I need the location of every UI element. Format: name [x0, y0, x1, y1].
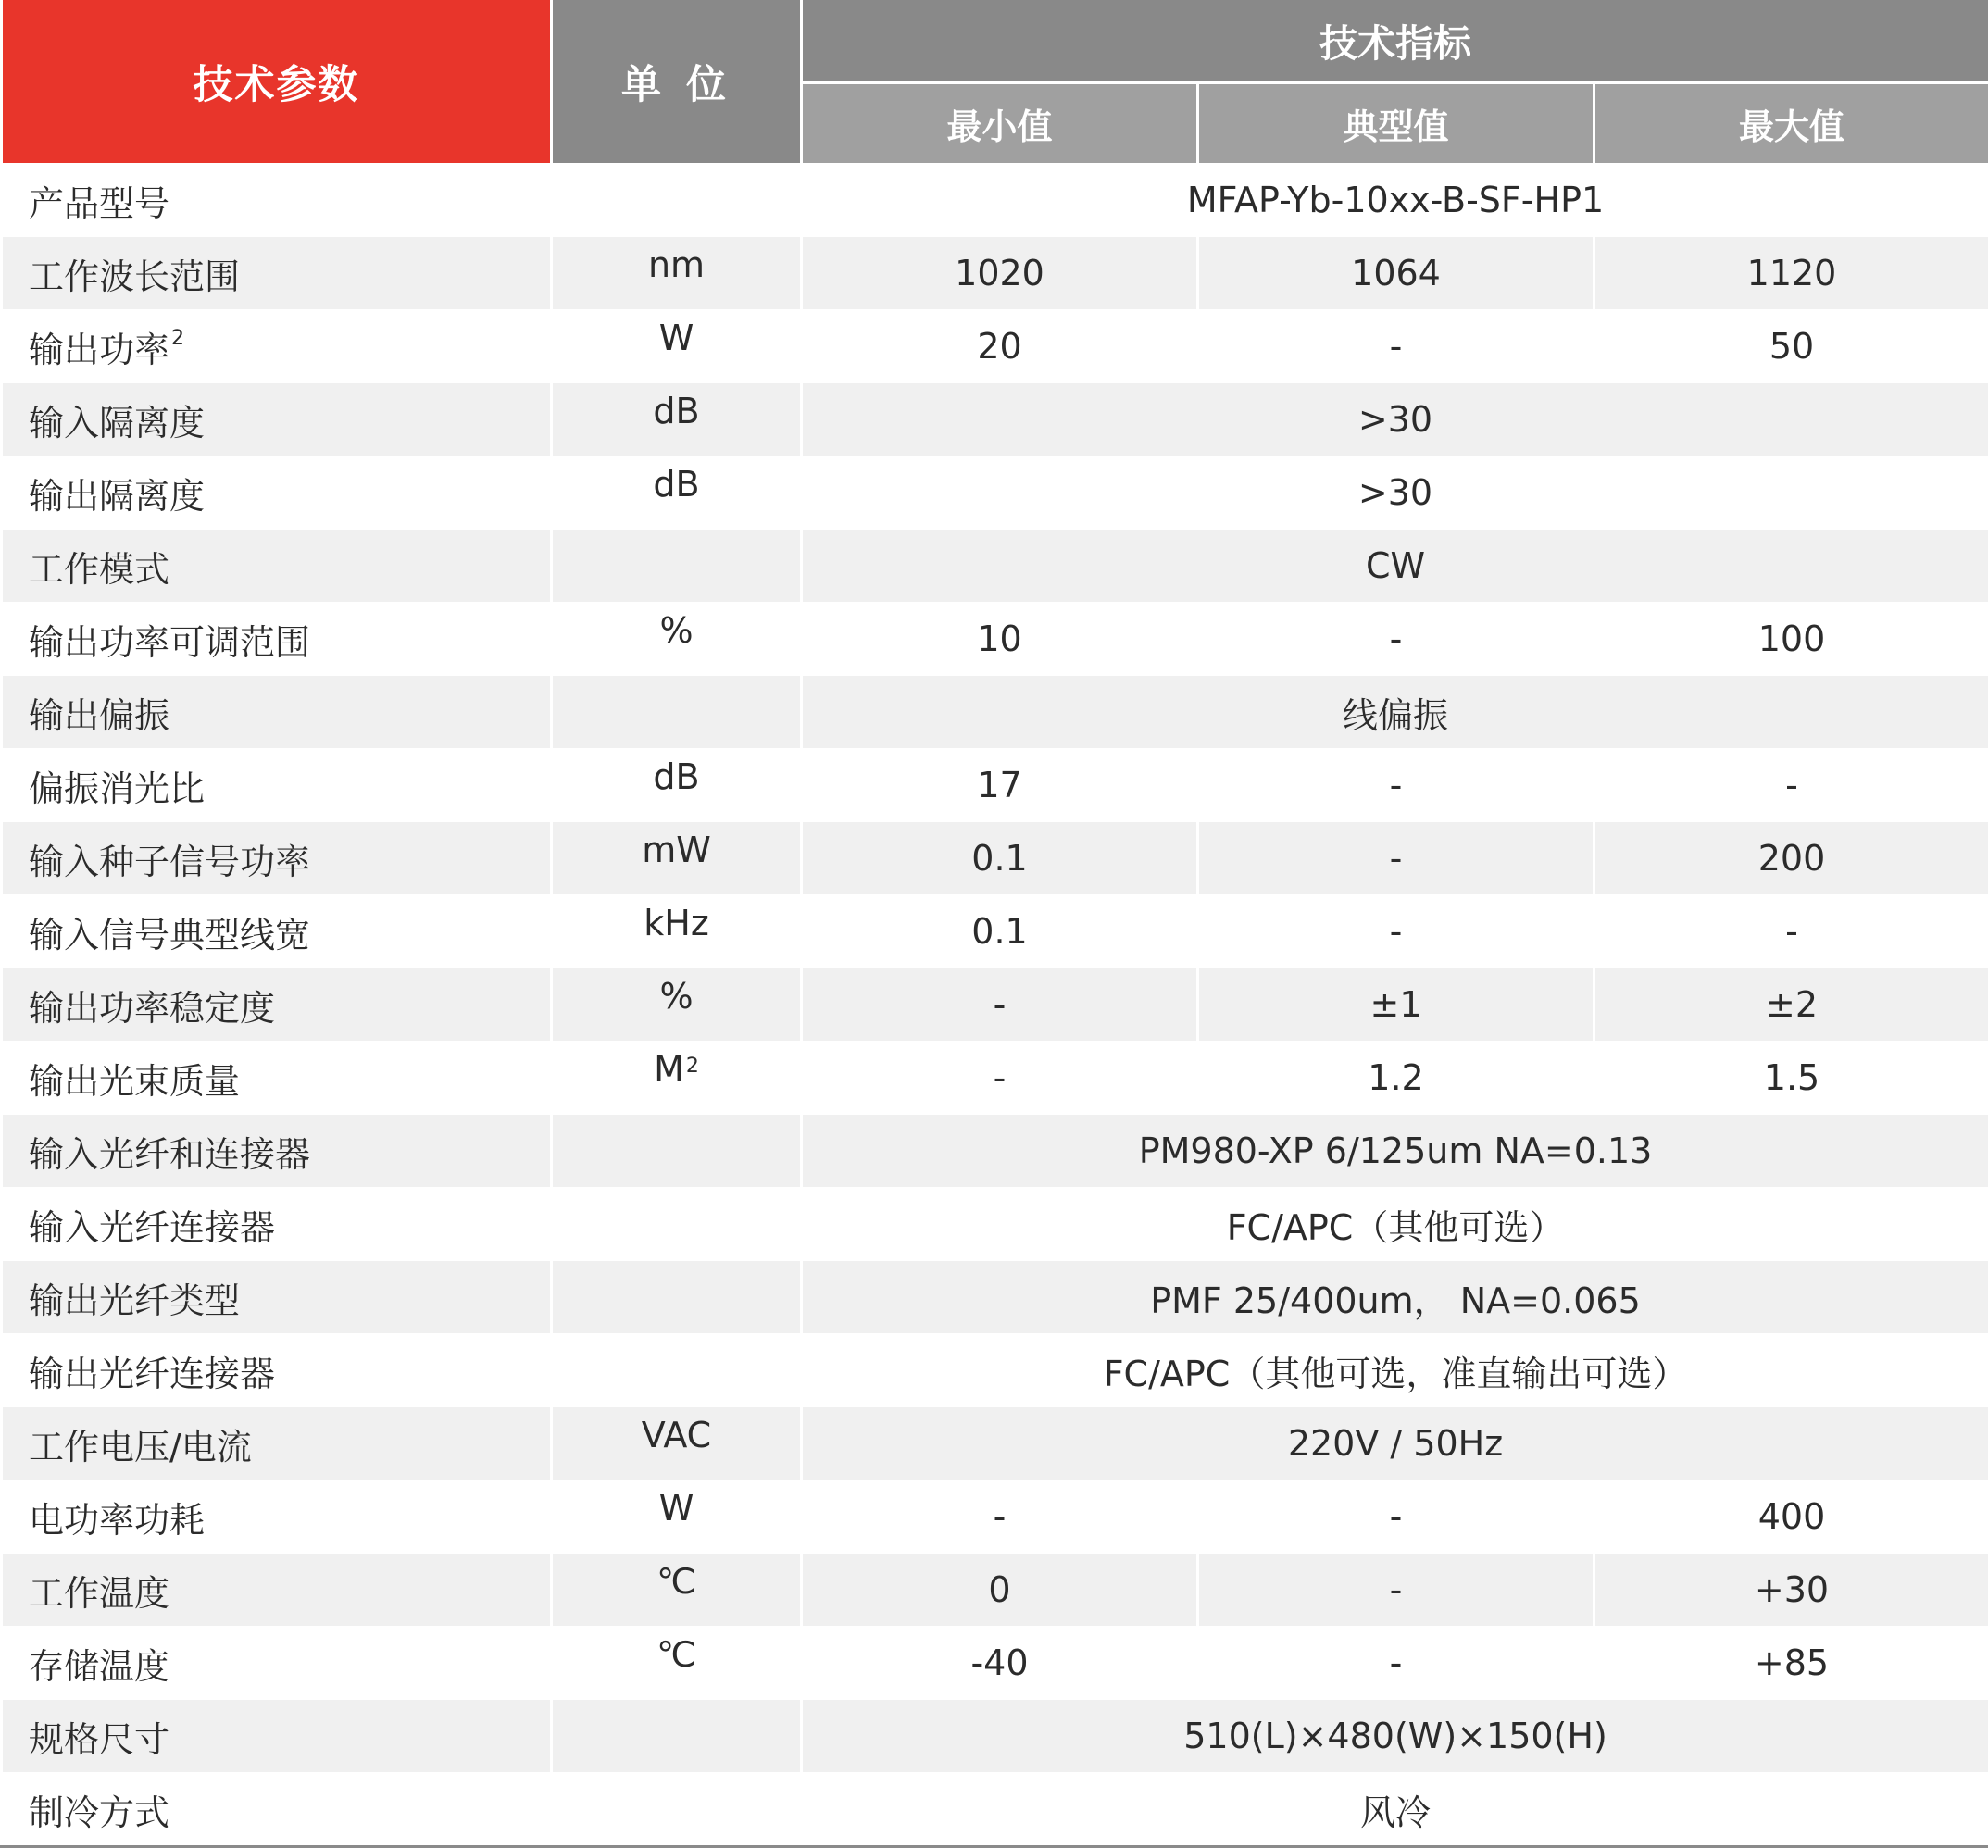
value-min-cell: 1020: [802, 237, 1198, 310]
value-typ-cell: -: [1198, 603, 1594, 676]
value-span-cell: MFAP-Yb-10xx-B-SF-HP1: [802, 164, 1988, 237]
unit-cell: [552, 237, 802, 310]
table-row: [2, 822, 1988, 895]
param-label: 输出功率可调范围: [29, 622, 310, 663]
table-row: [2, 1773, 1988, 1847]
table-row: [2, 1554, 1988, 1627]
unit-cell: [552, 1700, 802, 1773]
value-span-cell: 220V / 50Hz: [802, 1407, 1988, 1480]
unit-cell: [552, 1554, 802, 1627]
value-span-cell: FC/APC（其他可选，准直输出可选）: [802, 1334, 1988, 1407]
table-row: [2, 310, 1988, 383]
value-max-cell: ±2: [1594, 968, 1988, 1042]
param-label: 输入种子信号功率: [29, 842, 310, 882]
unit-cell: [552, 383, 802, 456]
unit-label: ℃: [656, 1634, 696, 1675]
unit-label: W: [659, 318, 694, 358]
unit-label: dB: [653, 391, 699, 431]
unit-label: M: [654, 1049, 684, 1090]
param-cell: [2, 530, 552, 603]
param-cell: [2, 1480, 552, 1554]
param-label: 输出隔离度: [29, 476, 205, 517]
value-typ-cell: 1.2: [1198, 1042, 1594, 1115]
param-label: 偏振消光比: [29, 768, 205, 809]
value-min-cell: 0: [802, 1554, 1198, 1627]
header-row-top: [2, 0, 1988, 82]
value-max-cell: -: [1594, 895, 1988, 968]
param-cell: [2, 383, 552, 456]
unit-label: %: [659, 610, 693, 651]
value-span-cell: PM980-XP 6/125um NA=0.13: [802, 1115, 1988, 1188]
value-min-cell: -40: [802, 1627, 1198, 1700]
value-span-cell: 线偏振: [802, 676, 1988, 749]
header-typ: 典型值: [1198, 82, 1594, 164]
value-min-cell: -: [802, 1042, 1198, 1115]
unit-cell: [552, 1042, 802, 1115]
param-label: 电功率功耗: [29, 1500, 205, 1541]
unit-label: %: [659, 976, 693, 1017]
unit-cell: [552, 895, 802, 968]
param-label: 输入隔离度: [29, 403, 205, 443]
value-min-cell: -: [802, 1480, 1198, 1554]
unit-cell: [552, 1480, 802, 1554]
param-label: 输入光纤和连接器: [29, 1134, 310, 1175]
unit-label: mW: [642, 830, 711, 870]
unit-label: VAC: [642, 1415, 711, 1455]
value-span-cell: 风冷: [802, 1773, 1988, 1847]
param-cell: [2, 1700, 552, 1773]
table-row: [2, 968, 1988, 1042]
value-typ-cell: -: [1198, 895, 1594, 968]
value-span-cell: >30: [802, 456, 1988, 530]
param-label: 工作温度: [29, 1573, 169, 1614]
param-superscript: 2: [171, 327, 184, 350]
unit-cell: [552, 1334, 802, 1407]
table-row: [2, 1188, 1988, 1261]
header-spec-group: 技术指标: [802, 0, 1988, 82]
value-max-cell: 50: [1594, 310, 1988, 383]
unit-cell: [552, 456, 802, 530]
param-cell: [2, 603, 552, 676]
param-cell: [2, 456, 552, 530]
param-label: 输入信号典型线宽: [29, 915, 310, 955]
table-row: [2, 1407, 1988, 1480]
param-cell: [2, 1261, 552, 1334]
value-max-cell: +85: [1594, 1627, 1988, 1700]
table-row: [2, 895, 1988, 968]
param-label: 工作模式: [29, 549, 169, 590]
param-cell: [2, 1554, 552, 1627]
param-label: 输出偏振: [29, 695, 169, 736]
param-cell: [2, 895, 552, 968]
header-max: 最大值: [1594, 82, 1988, 164]
value-span-cell: FC/APC（其他可选）: [802, 1188, 1988, 1261]
param-label: 产品型号: [29, 183, 169, 224]
unit-label: dB: [653, 756, 699, 797]
table-row: [2, 383, 1988, 456]
param-label: 输入光纤连接器: [29, 1207, 275, 1248]
unit-cell: [552, 310, 802, 383]
table-row: [2, 1115, 1988, 1188]
value-typ-cell: -: [1198, 1480, 1594, 1554]
param-cell: [2, 1042, 552, 1115]
value-min-cell: 0.1: [802, 895, 1198, 968]
unit-cell: [552, 822, 802, 895]
table-row: [2, 530, 1988, 603]
param-cell: [2, 1188, 552, 1261]
table-row: [2, 749, 1988, 822]
unit-cell: [552, 1261, 802, 1334]
param-cell: [2, 749, 552, 822]
value-span-cell: >30: [802, 383, 1988, 456]
param-cell: [2, 164, 552, 237]
table-body: [2, 164, 1988, 1847]
param-cell: [2, 1627, 552, 1700]
unit-label: nm: [648, 244, 705, 285]
param-cell: [2, 676, 552, 749]
value-min-cell: 10: [802, 603, 1198, 676]
unit-cell: [552, 968, 802, 1042]
unit-label: ℃: [656, 1561, 696, 1602]
unit-label: kHz: [644, 903, 709, 943]
param-cell: [2, 1115, 552, 1188]
param-label: 输出功率: [29, 330, 169, 370]
value-typ-cell: ±1: [1198, 968, 1594, 1042]
unit-cell: [552, 1407, 802, 1480]
unit-cell: [552, 749, 802, 822]
unit-label: W: [659, 1488, 694, 1529]
header-min: 最小值: [802, 82, 1198, 164]
value-span-cell: PMF 25/400um， NA=0.065: [802, 1261, 1988, 1334]
param-cell: [2, 1334, 552, 1407]
param-cell: [2, 237, 552, 310]
unit-label: dB: [653, 464, 699, 505]
value-span-cell: 510(L)×480(W)×150(H): [802, 1700, 1988, 1773]
table-row: [2, 164, 1988, 237]
table-row: [2, 1261, 1988, 1334]
param-label: 输出光纤类型: [29, 1280, 240, 1321]
param-cell: [2, 822, 552, 895]
table-row: [2, 1700, 1988, 1773]
param-cell: [2, 1407, 552, 1480]
value-max-cell: 400: [1594, 1480, 1988, 1554]
param-cell: [2, 968, 552, 1042]
unit-cell: [552, 1115, 802, 1188]
value-max-cell: 1.5: [1594, 1042, 1988, 1115]
value-min-cell: 17: [802, 749, 1198, 822]
param-cell: [2, 1773, 552, 1847]
table-row: [2, 1042, 1988, 1115]
table-row: [2, 1480, 1988, 1554]
table-row: [2, 603, 1988, 676]
value-typ-cell: -: [1198, 749, 1594, 822]
param-label: 输出光束质量: [29, 1061, 240, 1102]
value-max-cell: 200: [1594, 822, 1988, 895]
value-typ-cell: -: [1198, 310, 1594, 383]
unit-cell: [552, 676, 802, 749]
value-min-cell: 20: [802, 310, 1198, 383]
unit-cell: [552, 1188, 802, 1261]
param-label: 工作电压/电流: [29, 1427, 252, 1467]
value-typ-cell: -: [1198, 1554, 1594, 1627]
value-typ-cell: -: [1198, 822, 1594, 895]
unit-cell: [552, 603, 802, 676]
unit-cell: [552, 1627, 802, 1700]
value-max-cell: 1120: [1594, 237, 1988, 310]
unit-cell: [552, 164, 802, 237]
table-header: [2, 0, 1988, 164]
value-typ-cell: 1064: [1198, 237, 1594, 310]
unit-cell: [552, 530, 802, 603]
value-min-cell: 0.1: [802, 822, 1198, 895]
param-label: 制冷方式: [29, 1792, 169, 1833]
param-label: 输出光纤连接器: [29, 1354, 275, 1394]
header-unit: 单 位: [552, 0, 802, 164]
value-span-cell: CW: [802, 530, 1988, 603]
value-max-cell: +30: [1594, 1554, 1988, 1627]
table-row: [2, 456, 1988, 530]
param-label: 规格尺寸: [29, 1719, 169, 1760]
unit-superscript: 2: [686, 1055, 699, 1078]
unit-cell: [552, 1773, 802, 1847]
value-max-cell: 100: [1594, 603, 1988, 676]
value-typ-cell: -: [1198, 1627, 1594, 1700]
value-min-cell: -: [802, 968, 1198, 1042]
param-cell: [2, 310, 552, 383]
table-row: [2, 1334, 1988, 1407]
param-label: 输出功率稳定度: [29, 988, 275, 1029]
header-param: 技术参数: [2, 0, 552, 164]
table-row: [2, 1627, 1988, 1700]
table-row: [2, 237, 1988, 310]
param-label: 存储温度: [29, 1646, 169, 1687]
table-row: [2, 676, 1988, 749]
value-max-cell: -: [1594, 749, 1988, 822]
param-label: 工作波长范围: [29, 256, 240, 297]
